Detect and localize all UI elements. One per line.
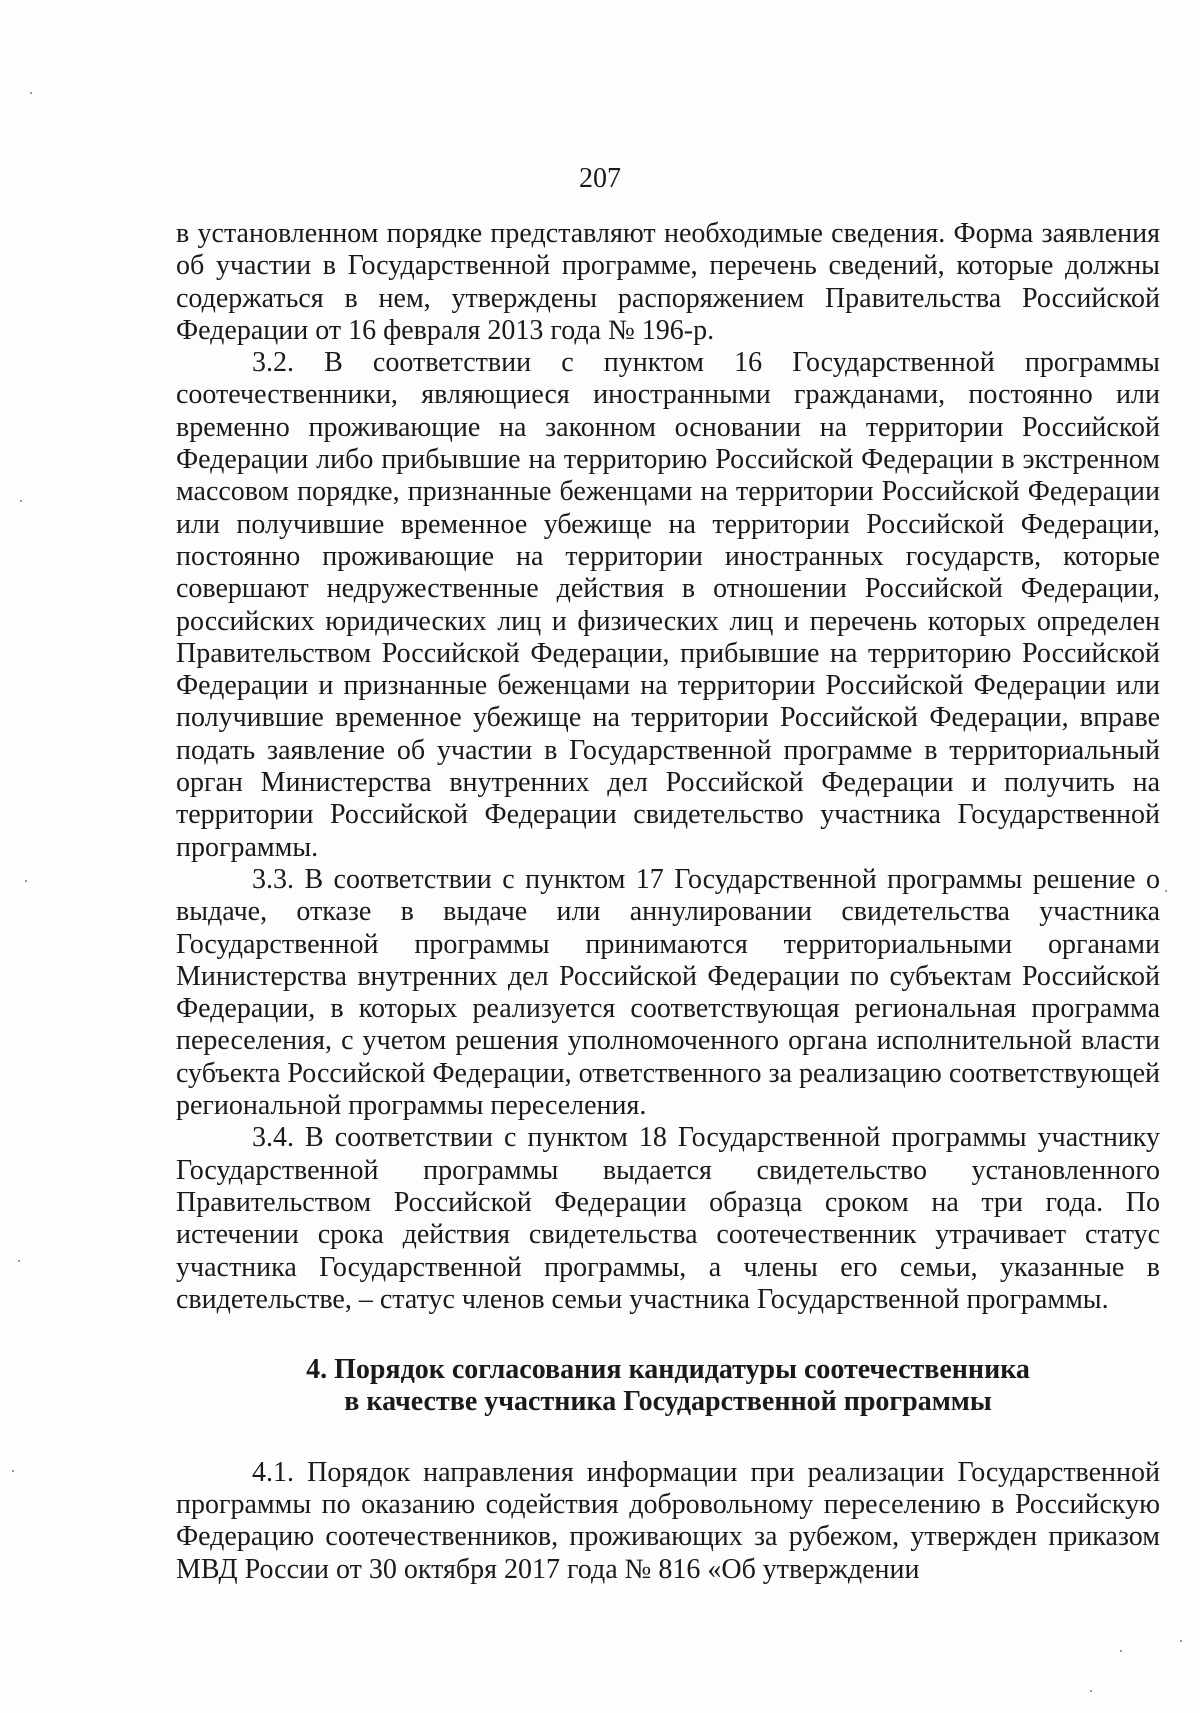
scan-speck (18, 1260, 20, 1262)
section-heading-line-2: в качестве участника Государственной программы (344, 1386, 992, 1418)
page-number: 207 (579, 163, 621, 194)
scan-speck (1090, 1690, 1092, 1692)
section-heading (176, 1354, 1160, 1419)
scan-speck (25, 880, 27, 882)
scan-speck (1165, 890, 1167, 892)
paragraph-continuation: в установленном порядке представляют необходимые сведения. Форма заявления об участии в Государственной программе, перечень сведений, которые должны содержаться в нем, утверждены распоряжением Правительства Российской Федерации от 16 февраля 2013 года № 196-р. (176, 218, 1160, 346)
scan-speck (1180, 1640, 1182, 1642)
scan-speck (20, 500, 22, 502)
scan-speck (12, 1470, 14, 1472)
paragraph-3-2: 3.2. В соответствии с пунктом 16 Государственной программы соотечественники, являющиеся иностранными гражданами, постоянно или временно проживающие на законном основании на территории Российской Федерации либо прибывшие на территорию Российской Федерации в экстренном массовом порядке, признанные беженцами на территории Российской Федерации или получившие временное убежище на территории Российской Федерации, постоянно проживающие на территории иностранных государств, которые совершают недружественные действия в отношении Российской Федерации, российских юридических лиц и физических лиц и перечень которых определен Правительством Российской Федерации, прибывшие на территорию Российской Федерации и признанные беженцами на территории Российской Федерации или получившие временное убежище на территории Российской Федерации, вправе подать заявление об участии в Государственной программе в территориальный орган Министерства внутренних дел Российской Федерации и получить на территории Российской Федерации свидетельство участника Государственной программы. (176, 347, 1160, 863)
paragraph-4-1: 4.1. Порядок направления информации при реализации Государственной программы по оказанию содействия добровольному переселению в Российскую Федерацию соотечественников, проживающих за рубежом, утвержден приказом МВД России от 30 октября 2017 года № 816 «Об утверждении (176, 1456, 1160, 1585)
section-heading-line-1: 4. Порядок согласования кандидатуры соотечественника (306, 1354, 1030, 1386)
document-body (176, 218, 1160, 1586)
scan-speck (1120, 1650, 1122, 1652)
scan-speck (30, 92, 32, 94)
paragraph-3-4: 3.4. В соответствии с пунктом 18 Государственной программы участнику Государственной программы выдается свидетельство установленного Правительством Российской Федерации образца сроком на три года. По истечении срока действия свидетельства соотечественник утрачивает статус участника Государственной программы, а члены его семьи, указанные в свидетельстве, – статус членов семьи участника Государственной программы. (176, 1122, 1160, 1315)
paragraph-3-3: 3.3. В соответствии с пунктом 17 Государственной программы решение о выдаче, отказе в выдаче или аннулировании свидетельства участника Государственной программы принимаются территориальными органами Министерства внутренних дел Российской Федерации по субъектам Российской Федерации, в которых реализуется соответствующая региональная программа переселения, с учетом решения уполномоченного органа исполнительной власти субъекта Российской Федерации, ответственного за реализацию соответствующей региональной программы переселения. (176, 863, 1160, 1122)
